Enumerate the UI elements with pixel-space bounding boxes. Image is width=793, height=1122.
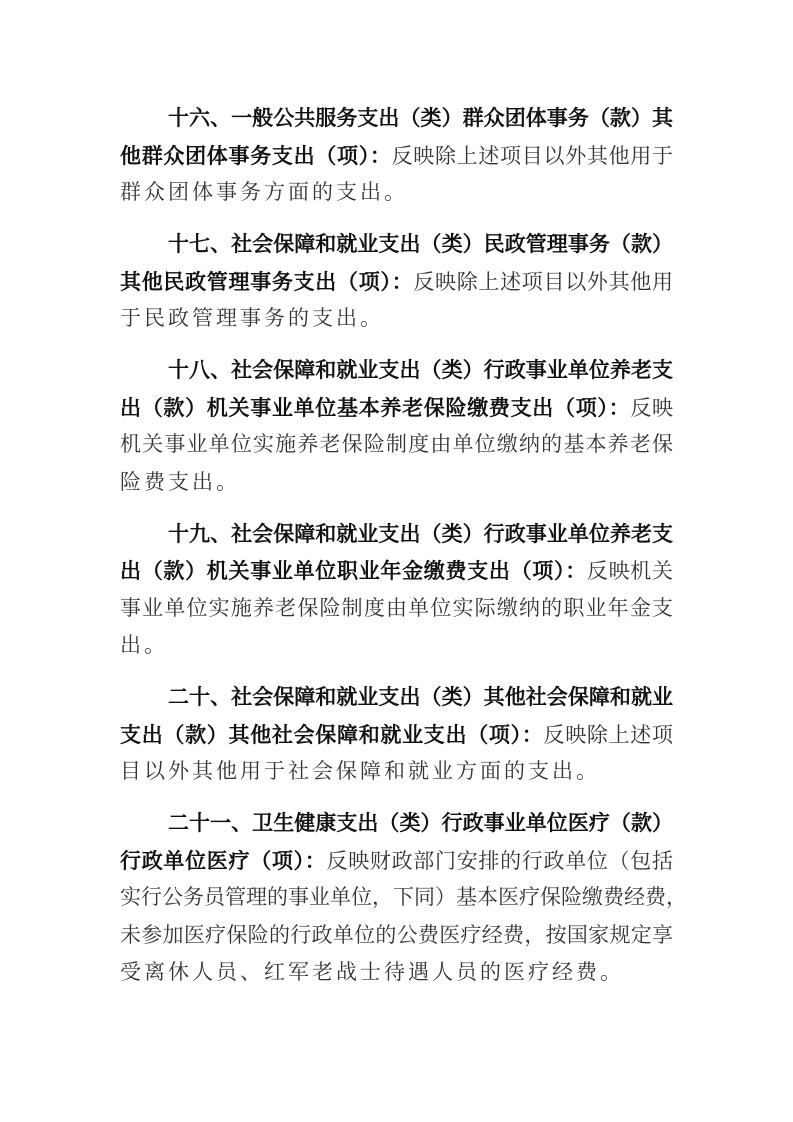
bold-heading-text: 出（款）机关事业单位职业年金缴费支出（项）： <box>120 558 587 583</box>
bold-heading-text: 十八、社会保障和就业支出（类）行政事业单位养老支 <box>168 357 673 382</box>
text-line <box>120 879 687 917</box>
bold-heading-text: 二十、社会保障和就业支出（类）其他社会保障和就业 <box>168 684 673 709</box>
text-line <box>120 842 673 880</box>
body-text: 反映机关 <box>586 559 674 583</box>
bold-heading-text: 他群众团体事务支出（项）： <box>120 142 392 168</box>
text-line <box>120 954 673 992</box>
text-line <box>120 300 673 338</box>
body-text: 反映除上述项目以外其他用 <box>413 269 674 294</box>
body-text: 反映除上述项目以外其他用于 <box>391 143 674 168</box>
body-text: 反映 <box>630 395 674 420</box>
text-line <box>120 351 673 389</box>
bold-heading-text: 十七、社会保障和就业支出（类）民政管理事务（款） <box>168 231 673 256</box>
body-text: 受离休人员、红军老战士待遇人员的医疗经费。 <box>120 960 624 984</box>
text-line <box>120 753 673 791</box>
text-line <box>120 137 673 175</box>
body-text: 险费支出。 <box>120 469 240 494</box>
bold-heading-text: 其他民政管理事务支出（项）： <box>120 268 414 294</box>
text-line <box>120 464 673 502</box>
paragraph <box>120 678 673 791</box>
body-text: 反映财政部门安排的行政单位（包括 <box>326 848 673 873</box>
text-line <box>120 590 673 628</box>
text-line <box>120 804 673 842</box>
text-line <box>120 917 673 955</box>
paragraph <box>120 804 687 992</box>
bold-heading-text: 十六、一般公共服务支出（类）群众团体事务（款）其 <box>168 105 673 130</box>
body-text: 未参加医疗保险的行政单位的公费医疗经费，按国家规定享 <box>120 922 673 947</box>
paragraph <box>120 351 673 501</box>
bold-heading-text: 十九、社会保障和就业支出（类）行政事业单位养老支 <box>168 520 673 546</box>
body-text: 机关事业单位实施养老保险制度由单位缴纳的基本养老保 <box>120 432 673 456</box>
text-line <box>120 99 673 137</box>
body-text: 实行公务员管理的事业单位，下同）基本医疗保险缴费经费， <box>120 885 687 909</box>
text-line <box>120 174 673 212</box>
text-line <box>120 515 673 553</box>
text-line <box>120 552 673 590</box>
document-body <box>120 99 687 1005</box>
body-text: 出。 <box>120 633 168 657</box>
body-text: 反映除上述项 <box>543 722 673 747</box>
text-line <box>120 678 673 716</box>
bold-heading-text: 二十一、卫生健康支出（类）行政事业单位医疗（款） <box>168 810 673 835</box>
body-text: 群众团体事务方面的支出。 <box>120 180 408 204</box>
body-text: 目以外其他用于社会保障和就业方面的支出。 <box>120 759 600 783</box>
paragraph <box>120 225 673 338</box>
paragraph <box>120 515 673 665</box>
paragraph <box>120 99 673 212</box>
text-line <box>120 627 673 665</box>
body-text: 于民政管理事务的支出。 <box>120 306 384 330</box>
text-line <box>120 225 673 263</box>
bold-heading-text: 支出（款）其他社会保障和就业支出（项）： <box>120 721 544 747</box>
bold-heading-text: 行政单位医疗（项）： <box>120 847 327 873</box>
bold-heading-text: 出（款）机关事业单位基本养老保险缴费支出（项）： <box>120 394 631 420</box>
text-line <box>120 263 673 301</box>
body-text: 事业单位实施养老保险制度由单位实际缴纳的职业年金支 <box>120 595 673 620</box>
text-line <box>120 389 673 427</box>
text-line <box>120 426 673 464</box>
text-line <box>120 716 673 754</box>
